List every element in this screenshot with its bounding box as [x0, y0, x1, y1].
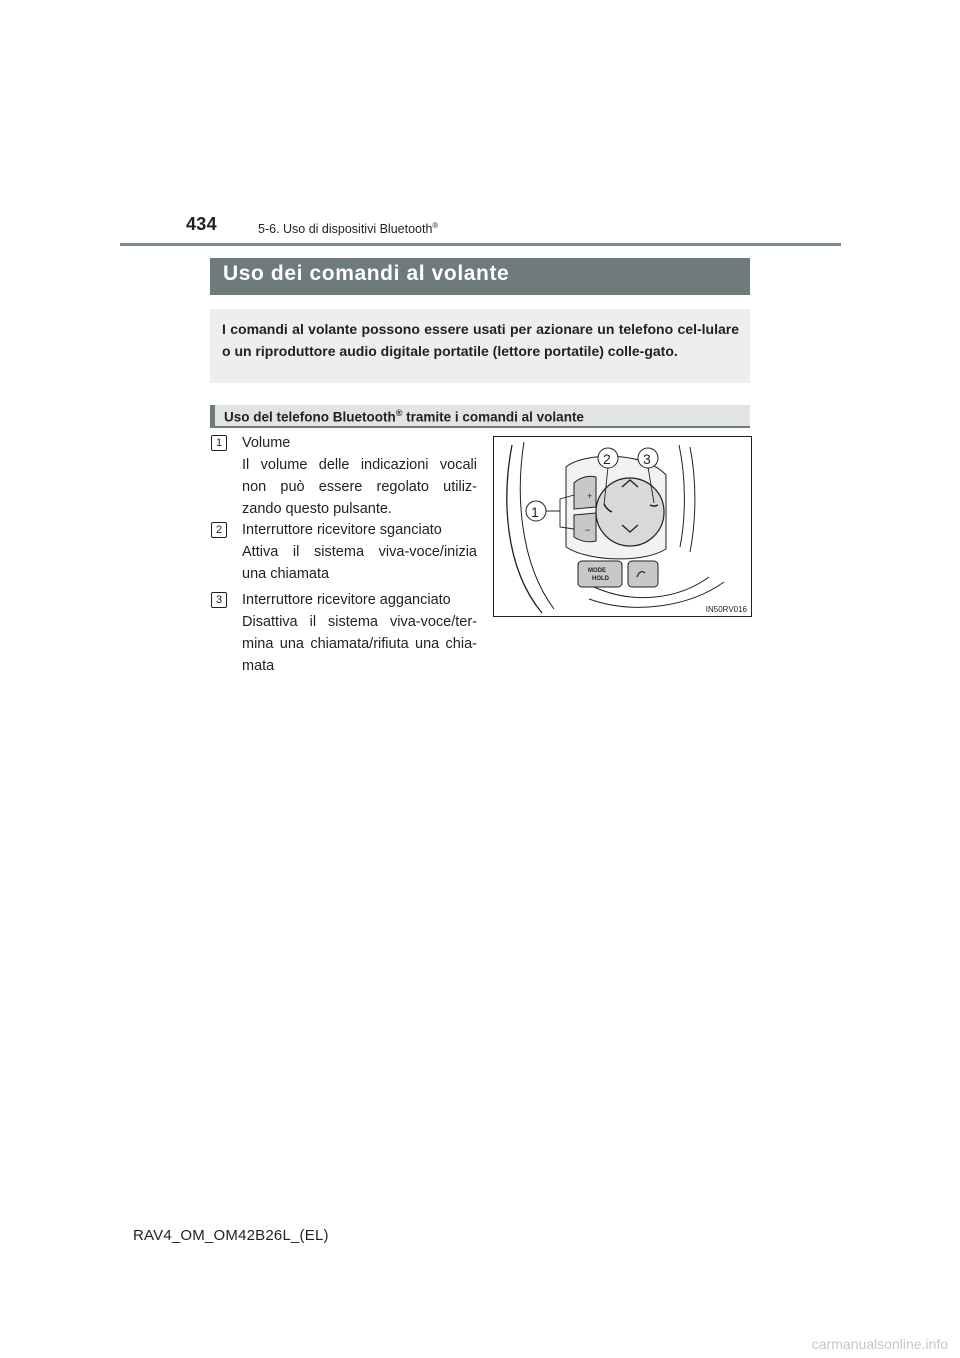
section-header-text: 5-6. Uso di dispositivi Bluetooth — [258, 222, 433, 237]
footer-doc-code: RAV4_OM_OM42B26L_(EL) — [133, 1227, 329, 1244]
callout-2: 2 — [603, 451, 611, 467]
item-1-line-4: zando questo pulsante. — [242, 501, 392, 517]
item-2-line-1: Interruttore ricevitore sganciato — [242, 522, 442, 538]
mode-label-2: HOLD — [592, 576, 609, 582]
title-band — [210, 258, 750, 295]
figure-code: IN50RV016 — [705, 605, 747, 614]
item-number-3: 3 — [211, 592, 227, 608]
intro-text: I comandi al volante possono essere usati per azionare un telefono cel-lulare o un riproduttore audio digitale portatile (lettore portatile) colle-gato. — [222, 321, 739, 359]
subsection-title-post: tramite i comandi al volante — [402, 409, 584, 425]
item-2-line-3: una chiamata — [242, 566, 330, 582]
page-number: 434 — [186, 214, 217, 234]
item-3-line-4: mata — [242, 658, 275, 674]
item-number-1: 1 — [211, 435, 227, 451]
item-3-line-3: mina una chiamata/rifiuta una chia- — [242, 636, 477, 652]
subsection-title-pre: Uso del telefono Bluetooth — [224, 409, 396, 425]
item-1-line-1: Volume — [242, 435, 291, 451]
list-item-on-hook — [242, 589, 477, 677]
item-3-line-1: Interruttore ricevitore agganciato — [242, 592, 451, 608]
item-number-2: 2 — [211, 522, 227, 538]
list-item-volume — [242, 432, 477, 520]
svg-text:+: + — [587, 491, 593, 501]
watermark: carmanualsonline.info — [811, 1336, 948, 1352]
mode-label-1: MODE — [588, 568, 606, 574]
registered-mark: ® — [432, 221, 439, 230]
subsection-underline — [210, 426, 750, 428]
subsection-title — [224, 408, 584, 425]
subsection-band — [210, 405, 750, 428]
page-title: Uso dei comandi al volante — [223, 262, 510, 285]
section-header — [258, 221, 438, 236]
subsection-accent-bar — [210, 405, 215, 428]
subsection-registered-mark: ® — [395, 408, 403, 418]
callout-1: 1 — [531, 504, 539, 520]
item-3-line-2: Disattiva il sistema viva-voce/ter- — [242, 614, 477, 630]
svg-text:−: − — [585, 525, 591, 535]
item-1-line-3: non può essere regolato utiliz- — [242, 479, 477, 495]
item-2-line-2: Attiva il sistema viva-voce/inizia — [242, 544, 477, 560]
header-rule — [120, 243, 841, 246]
item-1-line-2: Il volume delle indicazioni vocali — [242, 457, 477, 473]
steering-switch-figure — [493, 436, 752, 617]
steering-wheel-illustration — [494, 437, 751, 616]
intro-box — [210, 309, 750, 383]
list-item-off-hook — [242, 519, 477, 585]
callout-3: 3 — [643, 451, 651, 467]
